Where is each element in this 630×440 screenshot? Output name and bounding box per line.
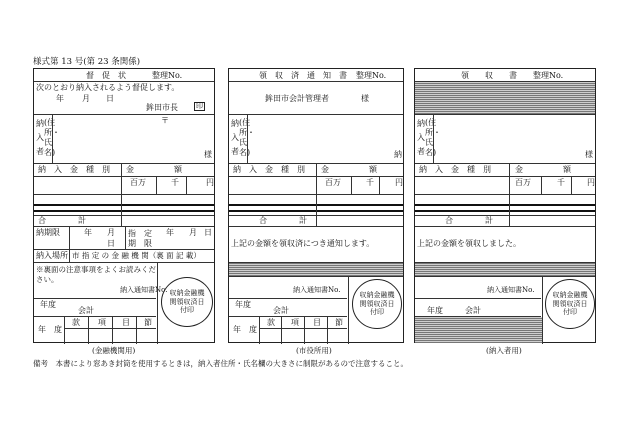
notice-payer-suffix: 納: [394, 150, 402, 159]
demand-date-month: 月: [82, 94, 90, 103]
notice-col-amount: 金 額: [321, 165, 377, 174]
notice-col-setsu: 節: [335, 318, 343, 327]
footnote: 備考 本書により窓あき封筒を使用するときは，納入者住所・氏名欄の大きさに制限があるので注意すること。: [33, 359, 408, 368]
demand-due-label: 納期限: [36, 228, 60, 237]
demand-sama: 様: [204, 150, 212, 159]
demand-unit-yen: 円: [206, 178, 214, 187]
receipt-hatched-band: [415, 263, 595, 276]
demand-due-year: 年: [84, 228, 92, 237]
notice-payer-label: 納入者: [231, 119, 239, 156]
receipt-col-amount: 金 額: [515, 165, 571, 174]
receipt-fiscal-label: 年度: [427, 306, 443, 315]
demand-year-label: 年 度: [38, 325, 62, 334]
notice-notice-number: 納入通知書No.: [293, 286, 341, 294]
notice-total: 合 計: [259, 216, 307, 225]
demand-col-setsu: 節: [144, 318, 152, 327]
receipt-hatched-header: [415, 82, 595, 114]
receipt-hatched-budget: [415, 317, 542, 343]
receipt-payer-label: 納入者: [417, 119, 425, 156]
demand-date-year: 年: [56, 94, 64, 103]
notice-col-type: 納 入 金 種 別: [233, 165, 305, 174]
receipt-payer-sub: (住所・氏名): [425, 118, 441, 157]
receipt-total: 合 計: [445, 216, 493, 225]
receipt-number-label: 整理No.: [533, 71, 564, 80]
demand-notice-number: 納入通知書No.: [120, 286, 168, 294]
notice-col-kan: 款: [267, 318, 275, 327]
demand-col-kan: 款: [72, 318, 80, 327]
demand-notice-panel: [33, 68, 215, 343]
demand-number-label: 整理No.: [152, 71, 183, 80]
form-title: 様式第 13 号(第 23 条関係): [33, 57, 141, 67]
demand-payer-label: 納入者: [36, 119, 44, 156]
notice-unit-million: 百万: [325, 178, 341, 187]
notice-addressee: 鉾田市会計管理者: [265, 94, 329, 103]
notice-caption: (市役所用): [296, 346, 332, 355]
demand-account-label: 会計: [78, 306, 94, 315]
demand-caption: (金融機関用): [92, 346, 136, 355]
notice-bank-stamp: 収納金融機 関領収済日 付印: [352, 279, 402, 329]
receipt-unit-thousand: 千: [557, 178, 565, 187]
receipt-bank-stamp: 収納金融機 関領収済日 付印: [545, 279, 595, 329]
notice-message: 上記の金額を領収済につき通知します。: [231, 239, 375, 248]
notice-addressee-honorific: 様: [361, 94, 369, 103]
notice-unit-thousand: 千: [366, 178, 374, 187]
demand-col-amount: 金 額: [126, 165, 182, 174]
demand-due-month: 月: [107, 228, 115, 237]
demand-unit-million: 百万: [130, 178, 146, 187]
demand-designated-day: 日: [204, 228, 212, 237]
receipt-title: 領 収 書: [461, 71, 517, 80]
notice-year-label: 年 度: [233, 325, 257, 334]
receipt-unit-yen: 円: [587, 178, 595, 187]
demand-designated-label: 指 定 期 限: [128, 229, 160, 248]
demand-unit-thousand: 千: [171, 178, 179, 187]
receipt-account-label: 会計: [465, 306, 481, 315]
notice-col-kou: 項: [291, 318, 299, 327]
receipt-message: 上記の金額を領収しました。: [417, 239, 521, 248]
demand-col-type: 納 入 金 種 別: [38, 165, 110, 174]
demand-postal-mark: 〒: [161, 116, 169, 125]
demand-fiscal-label: 年度: [40, 300, 56, 309]
demand-issuer: 鉾田市長: [146, 103, 178, 112]
receipt-notice-panel: [228, 68, 404, 343]
notice-account-label: 会計: [273, 306, 289, 315]
receipt-caption: (納入者用): [486, 346, 522, 355]
demand-back-notice: ※裏面の注意事項をよくお読みください。: [36, 265, 156, 284]
demand-designated-month: 月: [189, 228, 197, 237]
receipt-col-type: 納 入 金 種 別: [419, 165, 491, 174]
demand-bank-stamp: 収納金融機 関領収済日 付印: [161, 277, 213, 327]
demand-title: 督 促 状: [86, 71, 126, 80]
receipt-sama: 様: [585, 150, 593, 159]
demand-col-kou: 項: [98, 318, 106, 327]
notice-payer-sub: (住所・氏名): [239, 118, 255, 157]
notice-title: 領 収 済 通 知 書: [259, 71, 347, 80]
notice-number-label: 整理No.: [356, 71, 387, 80]
receipt-notice-number: 納入通知書No.: [487, 286, 535, 294]
demand-place-value: 市 指 定 の 金 融 機 関（裏 面 記 載）: [72, 251, 201, 260]
demand-designated-year: 年: [166, 228, 174, 237]
notice-unit-yen: 円: [395, 178, 403, 187]
notice-col-moku: 目: [313, 318, 321, 327]
issuer-seal: 印: [196, 102, 203, 110]
notice-fiscal-label: 年度: [235, 300, 251, 309]
demand-payer-sub: (住所・氏名): [44, 118, 60, 157]
receipt-unit-million: 百万: [515, 178, 531, 187]
demand-col-moku: 目: [122, 318, 130, 327]
demand-place-label: 納入場所: [36, 251, 68, 260]
receipt-panel: [414, 68, 596, 343]
demand-total: 合 計: [38, 216, 86, 225]
notice-hatched-band: [229, 263, 403, 276]
demand-date-day: 日: [106, 94, 114, 103]
demand-lead-text: 次のとおり納入されるよう督促します。: [36, 83, 180, 92]
demand-due-day: 日: [107, 239, 115, 248]
